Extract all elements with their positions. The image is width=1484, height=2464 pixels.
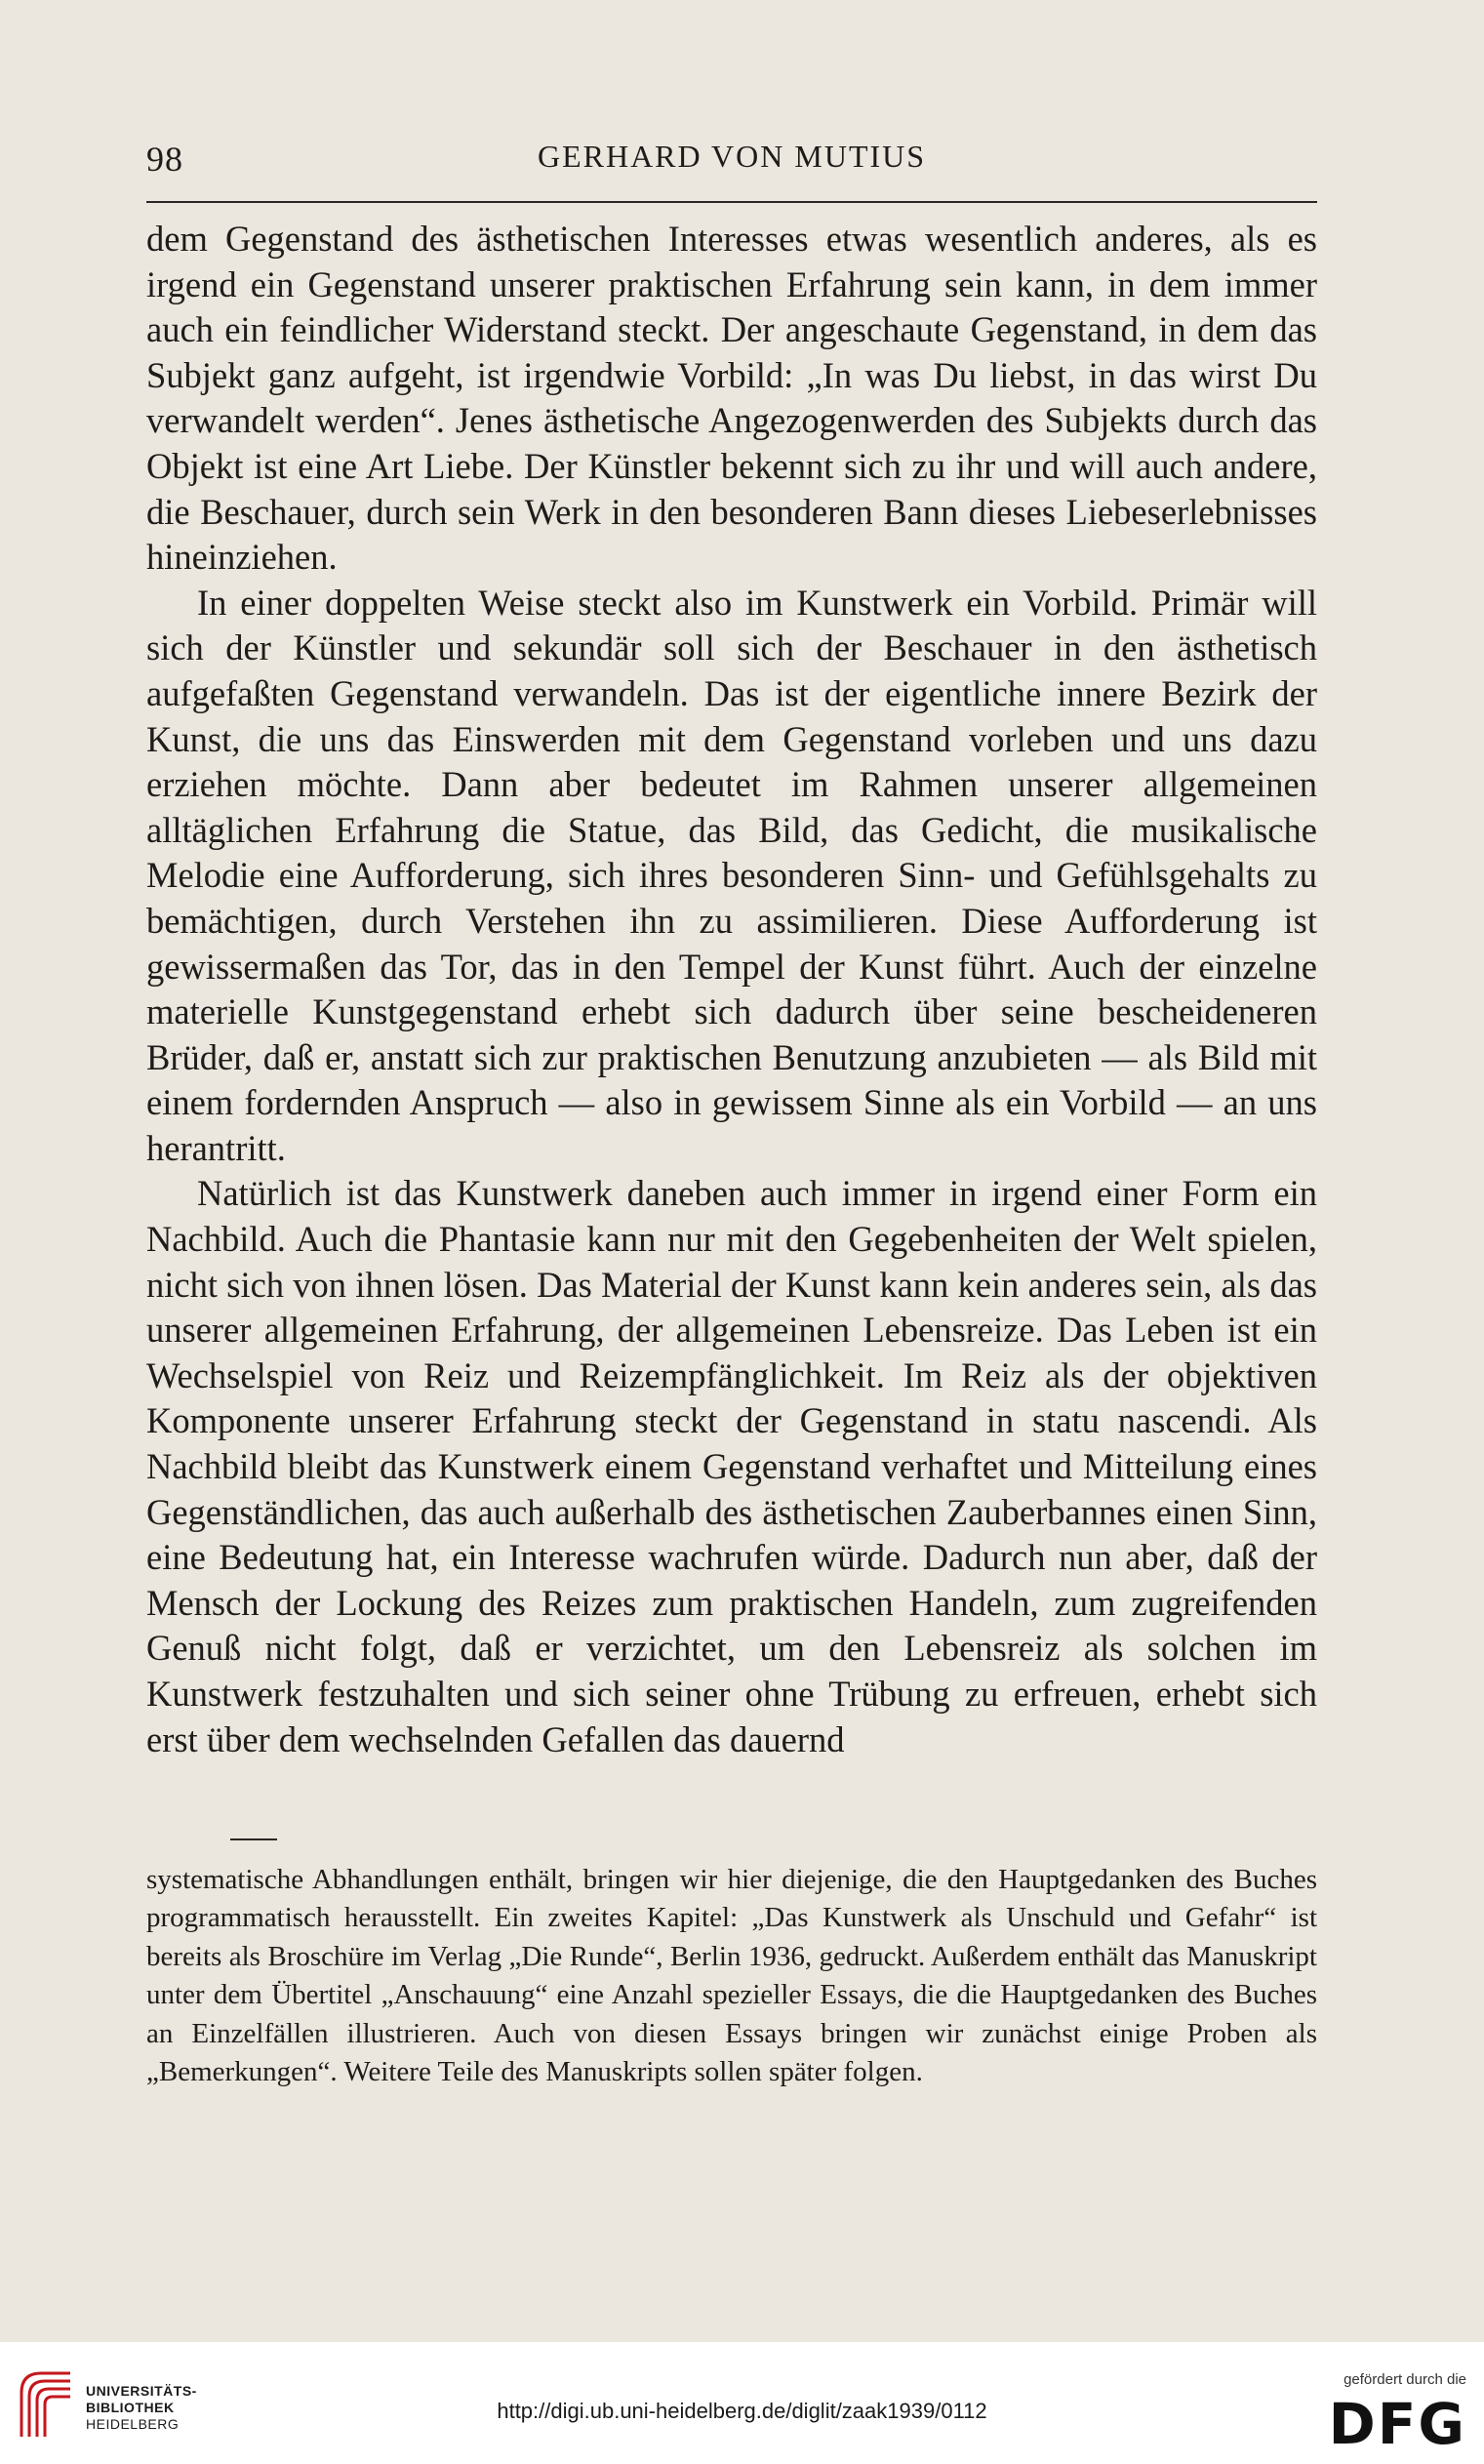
header-rule [146,201,1317,203]
library-name-line: HEIDELBERG [86,2416,180,2432]
paragraph: In einer doppelten Weise steckt also im Kunstwerk ein Vorbild. Primär will sich der Künstler und sekundär soll sich der Beschauer in den ästhetisch aufgefaßten Gegenstand verwandeln. Das ist der eigentliche innere Bezirk der Kunst, die uns das Einswerden mit dem Gegenstand vorleben und uns dazu erziehen möchte. Dann aber bedeutet im Rahmen unserer allgemeinen alltäglichen Erfahrung die Statue, das Bild, das Gedicht, die musikalische Melodie eine Aufforderung, sich ihres besonderen Sinn- und Gefühlsgehalts zu bemächtigen, durch Verstehen ihn zu assimilieren. Diese Aufforderung ist gewissermaßen das Tor, das in den Tempel der Kunst führt. Auch der einzelne materielle Kunstgegenstand erhebt sich dadurch über seine bescheideneren Brüder, daß er, anstatt sich zur praktischen Benutzung anzubieten — als Bild mit einem fordernden Anspruch — also in gewissem Sinne als ein Vorbild — an uns herantritt. [146,582,1317,1168]
page-number: 98 [146,140,183,179]
permalink-url[interactable]: http://digi.ub.uni-heidelberg.de/diglit/zaak1939/0112 [497,2399,987,2423]
digitization-footer [0,2342,1484,2464]
running-head: GERHARD VON MUTIUS [537,139,927,174]
footnote-text: systematische Abhandlungen enthält, bringen wir hier diejenige, die den Hauptgedanken des Buches programmatisch herausstellt. Ein zweites Kapitel: „Das Kunstwerk als Unschuld und Gefahr“ ist bereits als Broschüre im Verlag „Die Runde“, Berlin 1936, gedruckt. Außerdem enthält das Manuskript unter dem Übertitel „Anschauung“ eine Anzahl spezieller Essays, die die Hauptgedanken des Buches an Einzelfällen illustrieren. Auch von diesen Essays bringen wir zunächst einige Proben als „Bemerkungen“. Weitere Teile des Manuskripts sollen später folgen. [146,1864,1317,2088]
dfg-logo[interactable]: DFG [1328,2391,1466,2457]
funding-note: gefördert durch die [1344,2371,1466,2388]
footnote-rule [230,1838,277,1840]
paragraph: Natürlich ist das Kunstwerk daneben auch immer in irgend einer Form ein Nachbild. Auch die Phantasie kann nur mit den Gegebenheiten der Welt spielen, nicht sich von ihnen lösen. Das Material der Kunst kann kein anderes sein, als das unserer allgemeinen Erfahrung, der allgemeinen Lebensreize. Das Leben ist ein Wechselspiel von Reiz und Reizempfänglichkeit. Im Reiz als der objektiven Komponente unserer Erfahrung steckt der Gegenstand in statu nascendi. Als Nachbild bleibt das Kunstwerk einem Gegenstand verhaftet und Mitteilung eines Gegenständlichen, das auch außerhalb des ästhetischen Zauberbannes einen Sinn, eine Bedeutung hat, ein Interesse wachrufen würde. Dadurch nun aber, daß der Mensch der Lockung des Reizes zum praktischen Handeln, zum zugreifenden Genuß nicht folgt, daß er verzichtet, um den Lebensreiz als solchen im Kunstwerk festzuhalten und sich seiner ohne Trübung zu erfreuen, erhebt sich erst über dem wechselnden Gefallen das dauernd [146,1173,1317,1759]
library-name-line: UNIVERSITÄTS- [86,2383,197,2399]
footnote [146,1861,1317,2091]
paragraph: dem Gegenstand des ästhetischen Interesses etwas wesentlich anderes, als es irgend ein Gegenstand unserer praktischen Erfahrung sein kann, in dem immer auch ein feindlicher Widerstand steckt. Der angeschaute Gegenstand, in dem das Subjekt ganz aufgeht, ist irgendwie Vorbild: „In was Du liebst, in das wirst Du verwandelt werden“. Jenes ästhetische Angezogenwerden des Subjekts durch das Objekt ist eine Art Liebe. Der Künstler bekennt sich zu ihr und will auch andere, die Beschauer, durch sein Werk in den besonderen Bann dieses Liebeserlebnisses hineinziehen. [146,219,1317,578]
body-text [146,217,1317,1762]
library-name-line: BIBLIOTHEK [86,2400,175,2415]
page-header [146,139,1317,187]
